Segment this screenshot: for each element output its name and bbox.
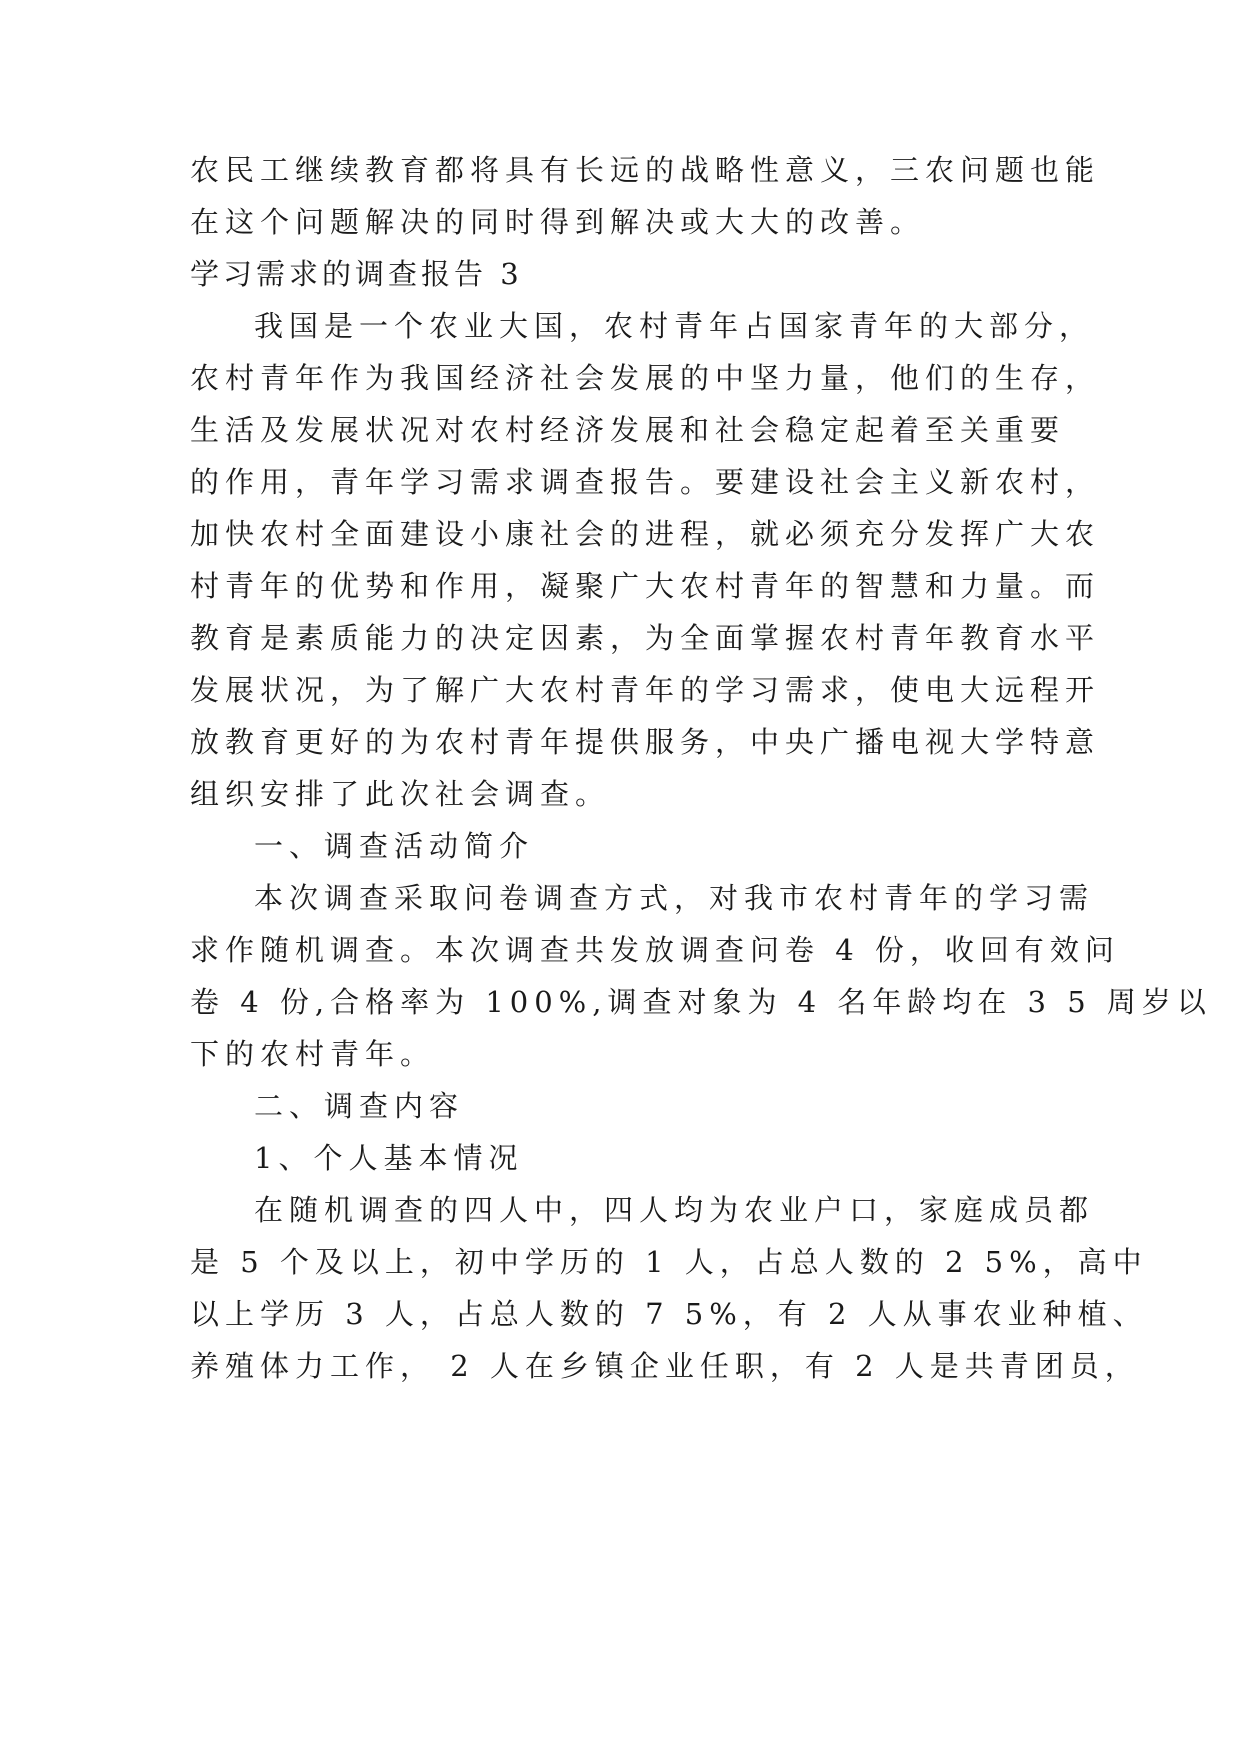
text-line: 组织安排了此次社会调查。	[190, 777, 611, 811]
text-line: 卷 4 份,合格率为 100%,调查对象为 4 名年龄均在 3 5 周岁以	[190, 985, 1212, 1019]
text-line: 教育是素质能力的决定因素，为全面掌握农村青年教育水平	[190, 621, 1101, 655]
text-line: 农村青年作为我国经济社会发展的中坚力量，他们的生存，	[190, 361, 1101, 395]
text-line: 生活及发展状况对农村经济发展和社会稳定起着至关重要	[190, 413, 1066, 447]
document-body	[190, 0, 1212, 1754]
text-line: 在随机调查的四人中，四人均为农业户口，家庭成员都	[254, 1193, 1095, 1227]
subsection-heading: 1、个人基本情况	[254, 1141, 524, 1175]
text-line: 是 5 个及以上，初中学历的 1 人，占总人数的 2 5%，高中	[190, 1245, 1148, 1279]
text-line: 求作随机调查。本次调查共发放调查问卷 4 份，收回有效问	[190, 933, 1120, 967]
section-heading: 一、调查活动简介	[254, 829, 535, 863]
text-line: 以上学历 3 人，占总人数的 7 5%，有 2 人从事农业种植、	[190, 1297, 1148, 1331]
report-heading: 学习需求的调查报告 3	[190, 257, 523, 291]
text-line: 我国是一个农业大国，农村青年占国家青年的大部分，	[254, 309, 1095, 343]
text-line: 养殖体力工作， 2 人在乡镇企业任职，有 2 人是共青团员，	[190, 1349, 1140, 1383]
section-heading: 二、调查内容	[254, 1089, 465, 1123]
text-line: 下的农村青年。	[190, 1037, 436, 1071]
text-line: 村青年的优势和作用，凝聚广大农村青年的智慧和力量。而	[190, 569, 1101, 603]
text-line: 发展状况，为了解广大农村青年的学习需求，使电大远程开	[190, 673, 1101, 707]
text-line: 农民工继续教育都将具有长远的战略性意义，三农问题也能	[190, 153, 1101, 187]
text-line: 放教育更好的为农村青年提供服务，中央广播电视大学特意	[190, 725, 1101, 759]
text-line: 在这个问题解决的同时得到解决或大大的改善。	[190, 205, 926, 239]
text-line: 的作用，青年学习需求调查报告。要建设社会主义新农村，	[190, 465, 1101, 499]
text-line: 加快农村全面建设小康社会的进程，就必须充分发挥广大农	[190, 517, 1101, 551]
text-line: 本次调查采取问卷调查方式，对我市农村青年的学习需	[254, 881, 1095, 915]
